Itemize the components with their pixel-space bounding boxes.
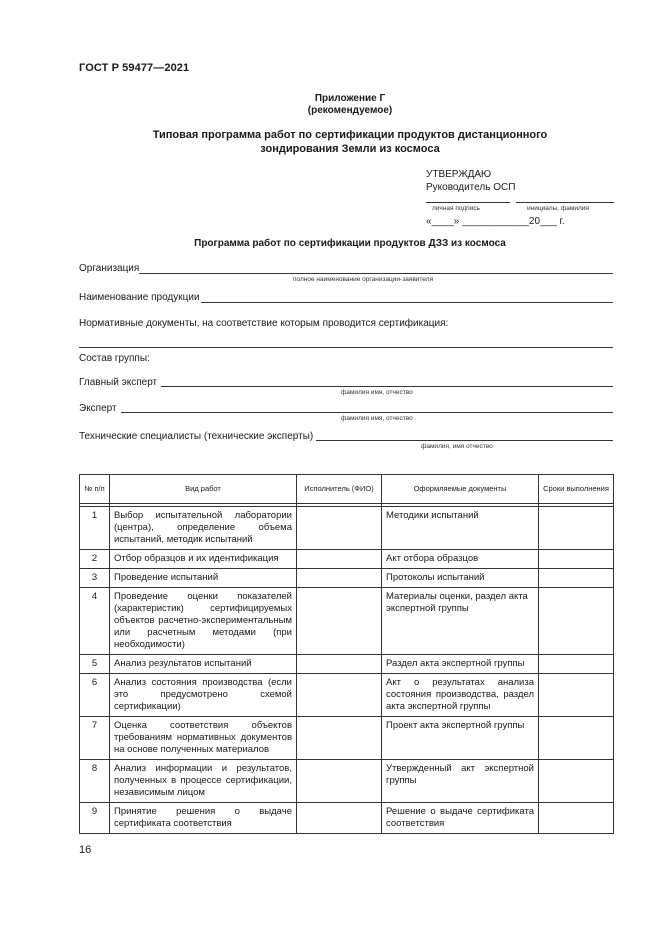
appendix-label: Приложение Г (314, 93, 386, 104)
row-documents: Решение о выдаче сертификата соответствия (382, 803, 539, 834)
table-row (80, 569, 614, 588)
row-executor[interactable] (297, 760, 382, 803)
table-row (80, 588, 614, 655)
row-executor[interactable] (297, 717, 382, 760)
table-row (80, 655, 614, 674)
document-header: ГОСТ Р 59477—2021 (79, 62, 190, 74)
table-header-row (80, 475, 614, 504)
row-documents: Проект акта экспертной группы (382, 717, 539, 760)
row-term[interactable] (539, 655, 614, 674)
row-term[interactable] (539, 588, 614, 655)
row-work: Анализ результатов испытаний (110, 655, 297, 674)
row-number: 6 (80, 674, 110, 717)
row-number: 9 (80, 803, 110, 834)
title-line-1: Типовая программа работ по сертификации продуктов дистанционного (152, 129, 548, 141)
expert-field[interactable] (121, 412, 613, 413)
tech-caption: фамилия, имя отчество (421, 443, 493, 450)
chief-expert-label: Главный эксперт (79, 377, 158, 388)
approval-word: УТВЕРЖДАЮ (426, 169, 492, 180)
row-work: Принятие решения о выдаче сертификата соответствия (110, 803, 297, 834)
row-executor[interactable] (297, 507, 382, 550)
row-work: Анализ состояния производства (если это предусмотрено схемой сертификации) (110, 674, 297, 717)
row-executor[interactable] (297, 674, 382, 717)
header-documents: Оформляемые документы (382, 475, 539, 504)
row-number: 7 (80, 717, 110, 760)
row-term[interactable] (539, 717, 614, 760)
organization-caption: полное наименование организации-заявителя (293, 276, 434, 283)
row-executor[interactable] (297, 569, 382, 588)
title-line-2: зондирования Земли из космоса (260, 143, 440, 155)
signature-line (426, 202, 510, 203)
table-row (80, 550, 614, 569)
row-work: Оценка соответствия объектов требованиям нормативных документов на основе полученных материалов (110, 717, 297, 760)
row-term[interactable] (539, 550, 614, 569)
appendix-status: (рекомендуемое) (307, 105, 393, 116)
row-executor[interactable] (297, 655, 382, 674)
header-work: Вид работ (110, 475, 297, 504)
row-work: Проведение оценки показателей (характеристик) сертифицируемых объектов расчетно-экспериментальным или расчетным методами (при необходимости) (110, 588, 297, 655)
row-documents: Акт отбора образцов (382, 550, 539, 569)
row-term[interactable] (539, 674, 614, 717)
organization-field[interactable] (139, 273, 613, 274)
table-row (80, 717, 614, 760)
appendix-heading (60, 93, 640, 117)
row-documents: Материалы оценки, раздел акта экспертной группы (382, 588, 539, 655)
row-term[interactable] (539, 569, 614, 588)
row-documents: Раздел акта экспертной группы (382, 655, 539, 674)
row-number: 5 (80, 655, 110, 674)
row-work: Выбор испытательной лаборатории (центра), определение объема испытаний, методик испытаний (110, 507, 297, 550)
row-number: 8 (80, 760, 110, 803)
row-documents: Акт о результатах анализа состояния производства, раздел акта экспертной группы (382, 674, 539, 717)
expert-label: Эксперт (79, 403, 117, 414)
tech-label: Технические специалисты (технические эксперты) (79, 431, 314, 442)
name-caption: инициалы, фамилия (527, 205, 589, 212)
row-term[interactable] (539, 760, 614, 803)
table-row (80, 803, 614, 834)
norm-docs-field[interactable] (79, 347, 613, 348)
program-title: Программа работ по сертификации продуктов ДЗЗ из космоса (194, 238, 506, 249)
row-term[interactable] (539, 803, 614, 834)
signature-caption: личная подпись (432, 205, 480, 212)
chief-expert-field[interactable] (161, 386, 613, 387)
row-executor[interactable] (297, 803, 382, 834)
approval-position: Руководитель ОСП (426, 182, 516, 193)
row-documents: Утвержденный акт экспертной группы (382, 760, 539, 803)
row-work: Отбор образцов и их идентификация (110, 550, 297, 569)
row-executor[interactable] (297, 550, 382, 569)
table-row (80, 674, 614, 717)
row-executor[interactable] (297, 588, 382, 655)
approval-date: «____» ____________20___ г. (426, 216, 565, 227)
table-row (80, 507, 614, 550)
header-terms: Сроки выполнения (539, 475, 614, 504)
row-number: 4 (80, 588, 110, 655)
row-documents: Методики испытаний (382, 507, 539, 550)
row-work: Проведение испытаний (110, 569, 297, 588)
row-number: 3 (80, 569, 110, 588)
row-number: 2 (80, 550, 110, 569)
group-label: Состав группы: (79, 353, 150, 364)
name-line (516, 202, 614, 203)
row-number: 1 (80, 507, 110, 550)
chief-expert-caption: фамилия имя, отчество (341, 389, 413, 396)
header-number: № п/п (80, 475, 110, 504)
page-number: 16 (79, 844, 92, 856)
row-work: Анализ информации и результатов, полученных в процессе сертификации, независимым лицом (110, 760, 297, 803)
product-label: Наименование продукции (79, 292, 200, 303)
tech-field[interactable] (316, 440, 613, 441)
expert-caption: фамилия имя, отчество (341, 415, 413, 422)
norm-docs-label: Нормативные документы, на соответствие которым проводится сертификация: (79, 318, 449, 329)
product-field[interactable] (201, 302, 613, 303)
row-term[interactable] (539, 507, 614, 550)
program-table (79, 474, 614, 834)
page-title (60, 128, 640, 156)
organization-label: Организация (79, 263, 140, 274)
header-executor: Исполнитель (ФИО) (297, 475, 382, 504)
row-documents: Протоколы испытаний (382, 569, 539, 588)
table-row (80, 760, 614, 803)
